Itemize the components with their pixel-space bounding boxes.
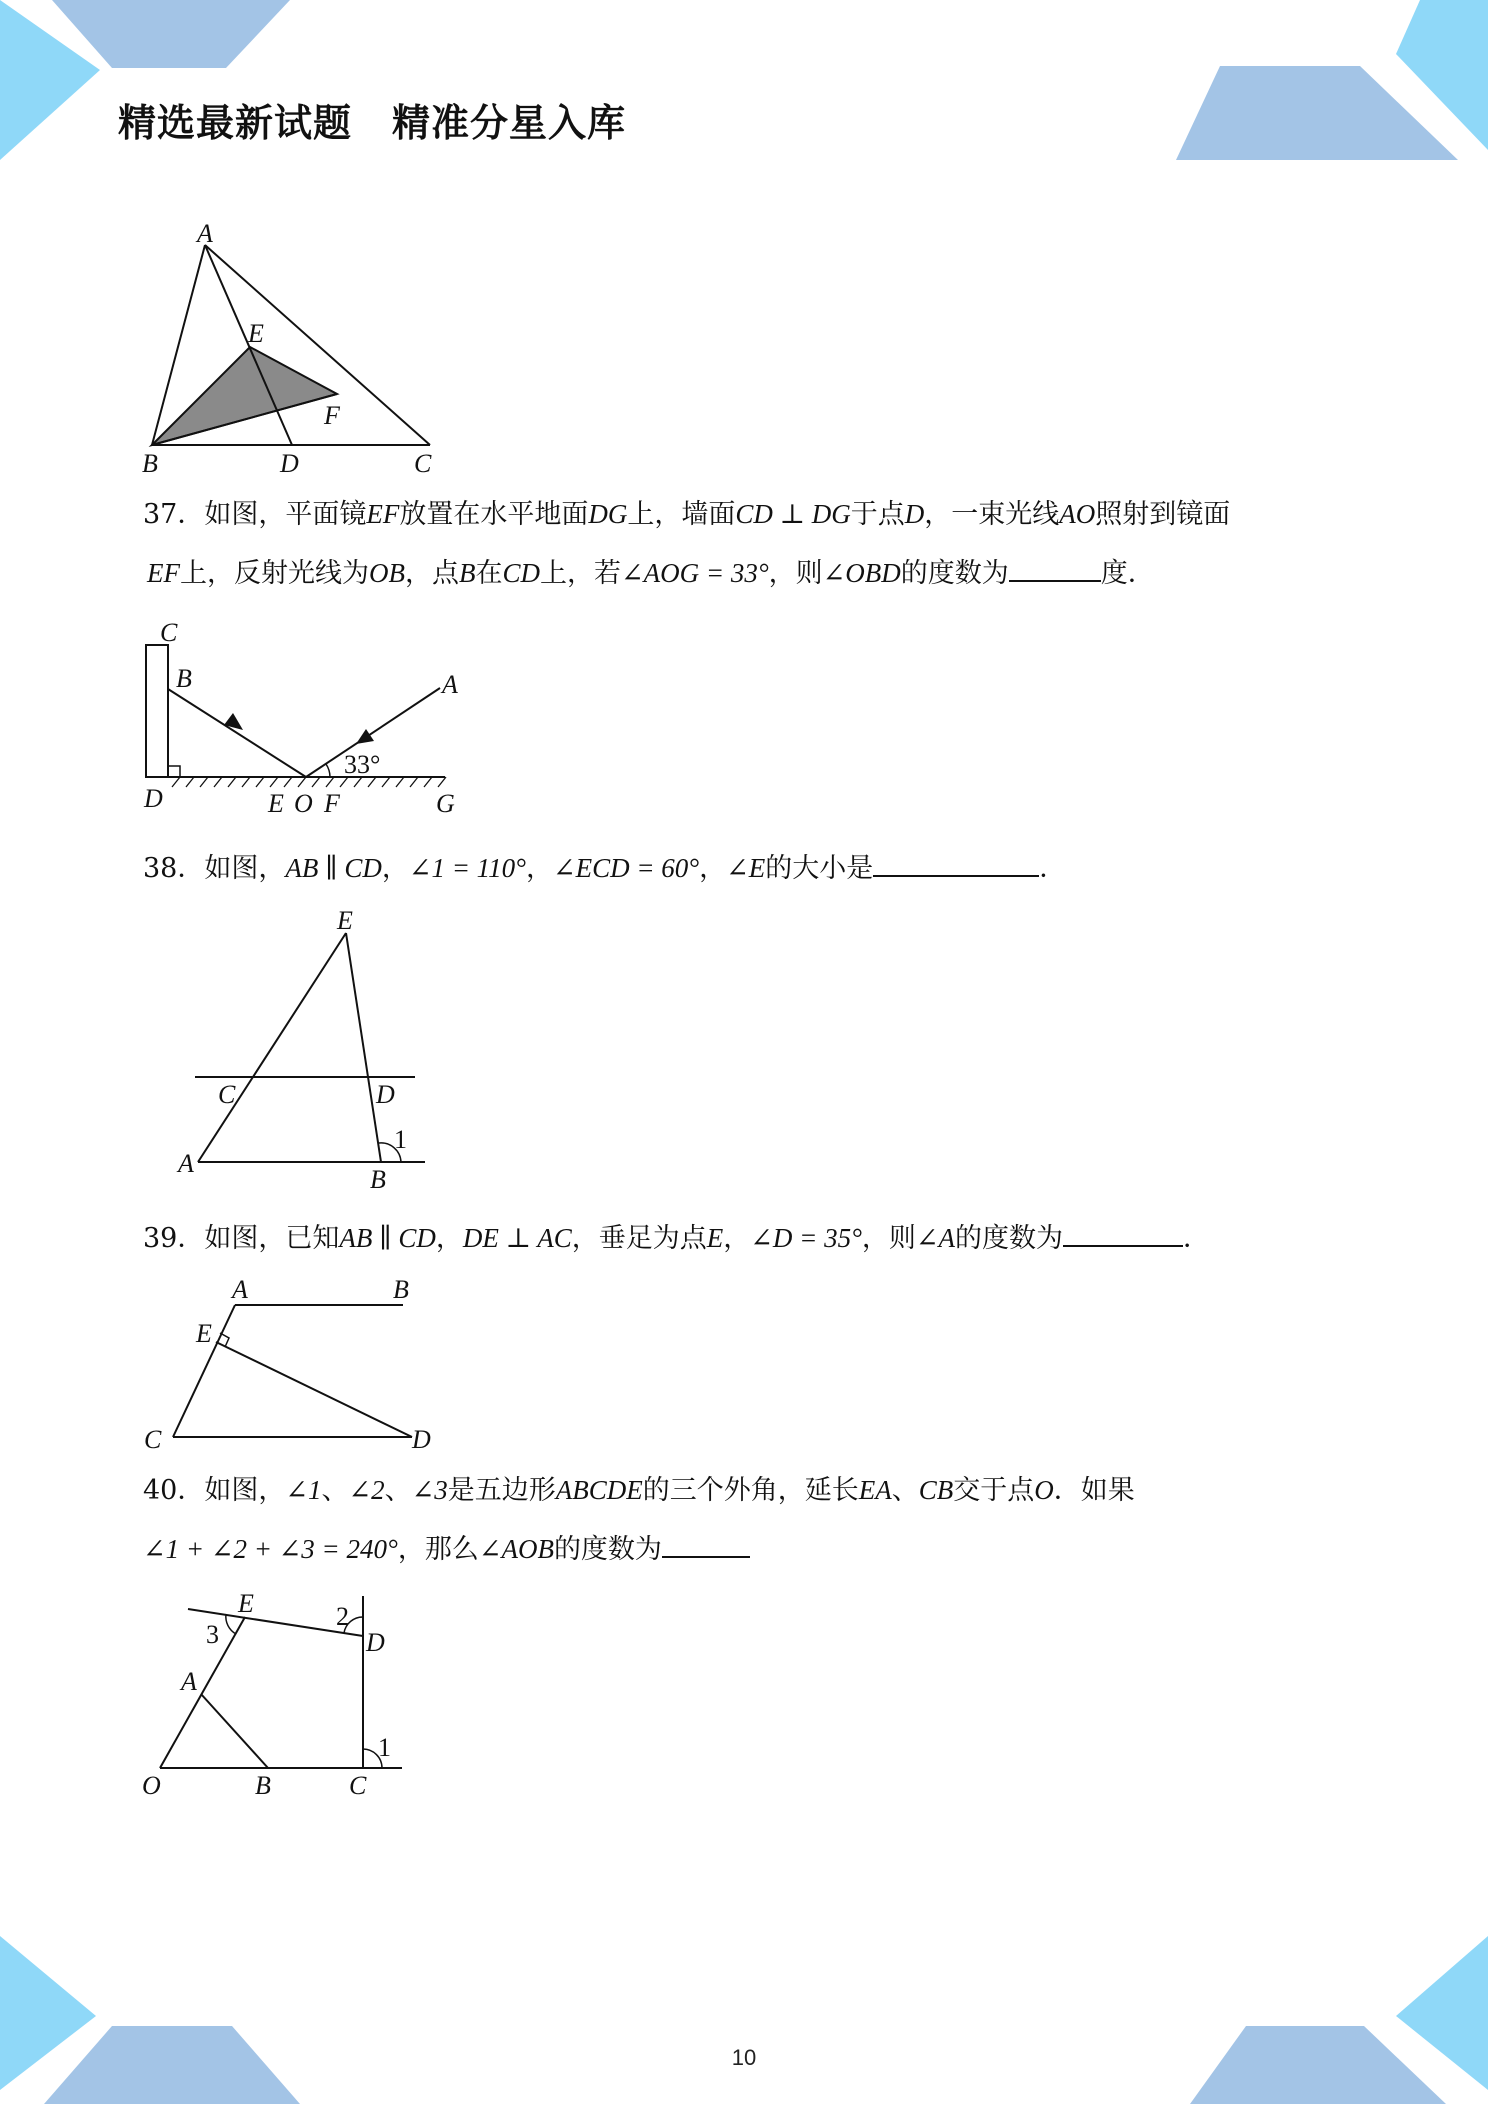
label-A: A (442, 670, 458, 699)
q39-number: 39． (143, 1223, 205, 1254)
wall (146, 645, 168, 777)
label-A: A (181, 1667, 197, 1696)
label-O: O (294, 789, 313, 818)
figure-q37 (140, 612, 480, 822)
figure-q38 (170, 900, 440, 1200)
figure-q36 (140, 215, 460, 485)
q38-answer-blank[interactable] (873, 849, 1039, 877)
q37-line2: EF上，反射光线为OB，点B在CD上，若∠AOG = 33°，则∠OBD的度数为 度． (147, 553, 1155, 594)
angle-arc-AOG (326, 764, 330, 777)
page-number: 10 (731, 2045, 757, 2070)
label-D: D (280, 449, 299, 478)
figure-q39 (140, 1268, 450, 1456)
label-B: B (142, 449, 158, 478)
label-A: A (178, 1149, 194, 1178)
label-B: B (370, 1165, 386, 1194)
label-A: A (197, 219, 213, 248)
segment-OE (160, 1617, 245, 1768)
label-E: E (337, 906, 353, 935)
segment-AB (201, 1694, 268, 1768)
label-A: A (232, 1275, 248, 1304)
ground-hatching (172, 777, 446, 787)
label-1: 1 (378, 1733, 391, 1762)
label-E: E (248, 319, 264, 348)
arrow-AO (356, 729, 374, 744)
q37-line1: 37．如图，平面镜EF放置在水平地面DG上，墙面CD ⊥ DG于点D，一束光线AO照射到镜面 (143, 499, 1231, 530)
q38-line1: 38．如图，AB ∥ CD，∠1 = 110°，∠ECD = 60°，∠E的大小是 ． (143, 848, 1066, 889)
label-C: C (414, 449, 432, 478)
label-B: B (176, 664, 192, 693)
q40-answer-blank[interactable] (662, 1530, 750, 1558)
segment-EB (346, 933, 381, 1162)
corner-top-left-light (0, 0, 100, 160)
segment-ED (216, 1342, 412, 1437)
label-3: 3 (206, 1620, 219, 1649)
label-B: B (255, 1771, 271, 1800)
label-E: E (268, 789, 284, 818)
q40-number: 40． (143, 1475, 205, 1506)
label-E: E (238, 1589, 254, 1618)
q38-number: 38． (143, 853, 205, 884)
label-F: F (324, 789, 340, 818)
corner-top-left-dark (52, 0, 290, 68)
q37-number: 37． (143, 499, 205, 530)
label-1: 1 (394, 1125, 407, 1154)
q37-answer-blank[interactable] (1009, 554, 1101, 582)
angle-label-33: 33° (344, 750, 381, 779)
right-angle-mark (168, 766, 180, 777)
label-G: G (436, 789, 455, 818)
label-D: D (366, 1628, 385, 1657)
label-C: C (144, 1425, 162, 1454)
header-title-right: 精准分星入库 (392, 101, 627, 145)
label-O: O (142, 1771, 161, 1800)
corner-top-right-dark (1176, 66, 1458, 160)
label-2: 2 (336, 1602, 349, 1631)
q39-answer-blank[interactable] (1063, 1219, 1183, 1247)
label-D: D (144, 784, 163, 813)
label-D: D (376, 1080, 395, 1109)
label-C: C (218, 1080, 236, 1109)
corner-top-right-light (1396, 0, 1488, 150)
header-title-left: 精选最新试题 (118, 101, 353, 145)
label-F: F (324, 401, 340, 430)
q40-line2: ∠1 + ∠2 + ∠3 = 240°，那么∠AOB的度数为 (143, 1529, 750, 1570)
header-title (118, 92, 626, 147)
label-C: C (349, 1771, 367, 1800)
label-C: C (160, 618, 178, 647)
label-B: B (393, 1275, 409, 1304)
label-E: E (196, 1319, 212, 1348)
segment-EA (198, 933, 346, 1162)
figure-q40 (140, 1585, 430, 1810)
shaded-triangle (152, 347, 337, 445)
q40-line1: 40．如图，∠1、∠2、∠3是五边形ABCDE的三个外角，延长EA、CB交于点O．如果 (143, 1475, 1135, 1506)
q39-line1: 39．如图，已知AB ∥ CD，DE ⊥ AC，垂足为点E，∠D = 35°，则∠A的度数为 ． (143, 1218, 1210, 1259)
label-D: D (412, 1425, 431, 1454)
ray-OB (168, 689, 306, 777)
